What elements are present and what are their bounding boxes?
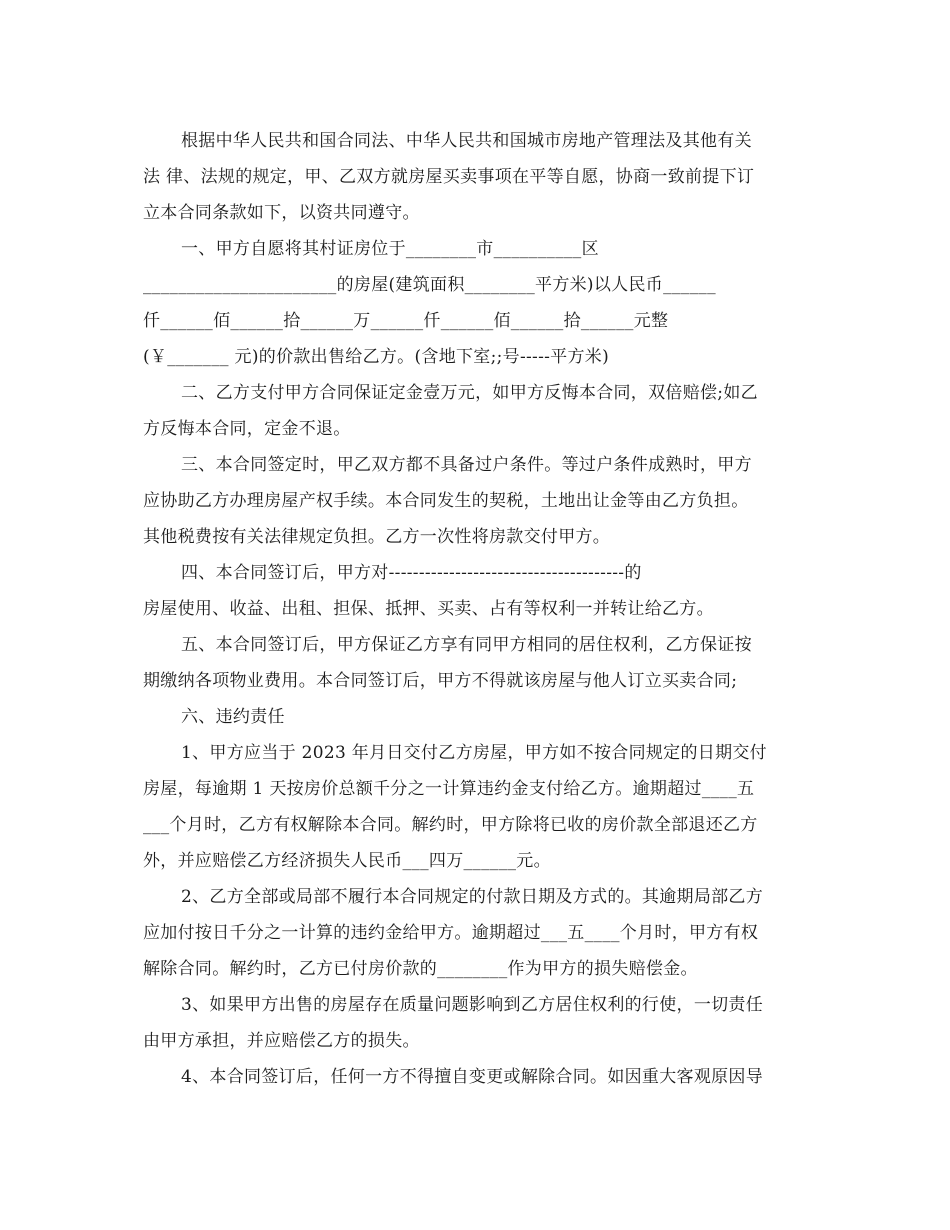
text-line: 房屋，每逾期 1 天按房价总额千分之一计算违约金支付给乙方。逾期超过____五 (143, 779, 755, 799)
text-line: (￥_______ 元)的价款出售给乙方。(含地下室;;号-----平方米) (143, 347, 610, 367)
text-line: 2、乙方全部或局部不履行本合同规定的付款日期及方式的。其逾期局部乙方 (181, 887, 764, 907)
text-line: 期缴纳各项物业费用。本合同签订后，甲方不得就该房屋与他人订立买卖合同; (143, 671, 738, 691)
text-line: 由甲方承担，并应赔偿乙方的损失。 (143, 1031, 420, 1051)
text-line: 外，并应赔偿乙方经济损失人民币___四万______元。 (143, 851, 551, 871)
text-line: ___个月时，乙方有权解除本合同。解约时，甲方除将已收的房价款全部退还乙方 (143, 815, 758, 835)
text-line: 房屋使用、收益、出租、担保、抵押、买卖、占有等权利一并转让给乙方。 (143, 599, 714, 619)
section-heading: 六、违约责任 (181, 707, 285, 727)
text-line: 4、本合同签订后，任何一方不得擅自变更或解除合同。如因重大客观原因导 (181, 1067, 764, 1087)
text-line: 仟______佰______拾______万______仟______佰______拾______元整 (143, 311, 669, 331)
text-line: 二、乙方支付甲方合同保证定金壹万元，如甲方反悔本合同，双倍赔偿;如乙 (181, 383, 758, 403)
text-line: 根据中华人民共和国合同法、中华人民共和国城市房地产管理法及其他有关 (181, 131, 752, 151)
text-line: 解除合同。解约时，乙方已付房价款的________作为甲方的损失赔偿金。 (143, 959, 698, 979)
text-line: 3、如果甲方出售的房屋存在质量问题影响到乙方居住权利的行使，一切责任 (181, 995, 764, 1015)
text-line: 1、甲方应当于 2023 年月日交付乙方房屋，甲方如不按合同规定的日期交付 (181, 743, 767, 763)
text-line: 法 律、法规的规定，甲、乙双方就房屋买卖事项在平等自愿，协商一致前提下订 (143, 167, 755, 187)
text-line: 五、本合同签订后，甲方保证乙方享有同甲方相同的居住权利，乙方保证按 (181, 635, 752, 655)
text-line: 一、甲方自愿将其村证房位于________市__________区 (181, 239, 599, 259)
text-line: 应协助乙方办理房屋产权手续。本合同发生的契税，土地出让金等由乙方负担。 (143, 491, 749, 511)
text-line: 立本合同条款如下，以资共同遵守。 (143, 203, 420, 223)
text-line: 其他税费按有关法律规定负担。乙方一次性将房款交付甲方。 (143, 527, 611, 547)
text-line: 应加付按日千分之一计算的违约金给甲方。逾期超过___五____个月时，甲方有权 (143, 923, 759, 943)
text-line: 四、本合同签订后，甲方对---------------------------------------的 (181, 563, 642, 583)
contract-body (143, 123, 808, 1095)
text-line: 方反悔本合同，定金不退。 (143, 419, 351, 439)
text-line: 三、本合同签定时，甲乙双方都不具备过户条件。等过户条件成熟时，甲方 (181, 455, 752, 475)
text-line: ______________________的房屋(建筑面积________平方米)以人民币______ (143, 275, 716, 295)
